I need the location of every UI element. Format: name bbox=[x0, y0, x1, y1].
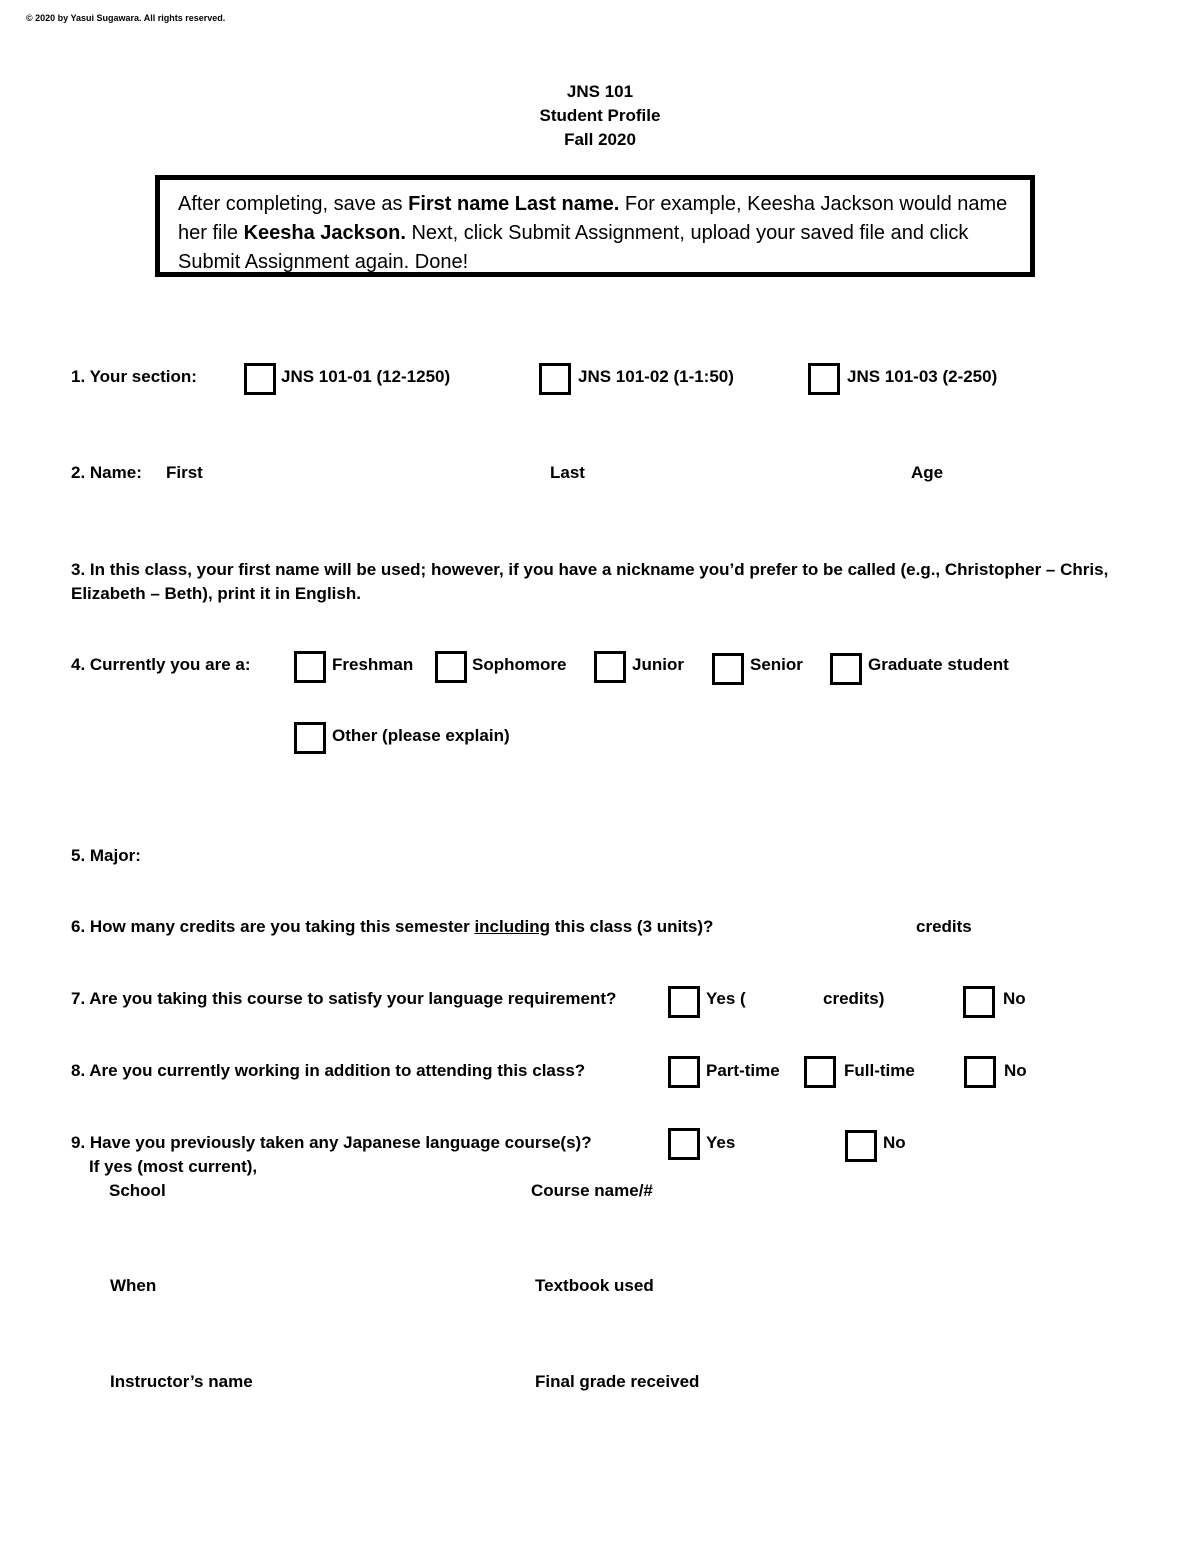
q9-label: 9. Have you previously taken any Japanese language course(s)? bbox=[71, 1133, 592, 1152]
instructions-text-3: Next, click Submit Assignment, upload your saved file and click Submit Assignment again. Done! bbox=[178, 222, 969, 273]
q6-text-underlined: including bbox=[474, 917, 550, 936]
q6-text-post: this class (3 units)? bbox=[549, 917, 714, 936]
instructions-text-1: After completing, save as bbox=[178, 193, 409, 215]
when-label: When bbox=[110, 1276, 157, 1295]
senior-label: Senior bbox=[750, 655, 803, 674]
section-03-checkbox[interactable] bbox=[808, 363, 840, 395]
section-03-label: JNS 101-03 (2-250) bbox=[847, 367, 998, 386]
instructions-bold-1: First name Last name. bbox=[408, 193, 620, 215]
part-time-checkbox[interactable] bbox=[668, 1056, 700, 1088]
q4-label: 4. Currently you are a: bbox=[71, 655, 251, 674]
if-yes-label: If yes (most current), bbox=[89, 1157, 258, 1176]
first-name-label: First bbox=[166, 463, 203, 482]
q6-credits-label: credits bbox=[916, 917, 972, 936]
language-req-credits-label: credits) bbox=[823, 989, 885, 1008]
sophomore-label: Sophomore bbox=[472, 655, 567, 674]
age-label: Age bbox=[911, 463, 944, 482]
graduate-student-checkbox[interactable] bbox=[830, 653, 862, 685]
sophomore-checkbox[interactable] bbox=[435, 651, 467, 683]
q3-label: 3. In this class, your first name will be used; however, if you have a nickname you’d prefer to be called (e.g., Christopher – Chris, Elizabeth – Beth), print it in English. bbox=[71, 560, 1109, 603]
freshman-checkbox[interactable] bbox=[294, 651, 326, 683]
q1-label: 1. Your section: bbox=[71, 367, 197, 386]
graduate-student-label: Graduate student bbox=[868, 655, 1009, 674]
senior-checkbox[interactable] bbox=[712, 653, 744, 685]
section-02-checkbox[interactable] bbox=[539, 363, 571, 395]
prior-japanese-yes-checkbox[interactable] bbox=[668, 1128, 700, 1160]
last-name-label: Last bbox=[550, 463, 585, 482]
instructions-text-2: For example, Keesha Jackson would name her file bbox=[178, 193, 1008, 244]
language-req-yes-checkbox[interactable] bbox=[668, 986, 700, 1018]
course-code: JNS 101 bbox=[566, 82, 634, 101]
full-time-checkbox[interactable] bbox=[804, 1056, 836, 1088]
course-name-label: Course name/# bbox=[531, 1181, 653, 1200]
language-req-no-checkbox[interactable] bbox=[963, 986, 995, 1018]
not-working-checkbox[interactable] bbox=[964, 1056, 996, 1088]
freshman-label: Freshman bbox=[332, 655, 414, 674]
term: Fall 2020 bbox=[564, 130, 636, 149]
textbook-label: Textbook used bbox=[535, 1276, 654, 1295]
copyright-notice: © 2020 by Yasui Sugawara. All rights reserved. bbox=[26, 13, 226, 23]
other-label: Other (please explain) bbox=[332, 726, 510, 745]
q6-text-pre: 6. How many credits are you taking this semester bbox=[71, 917, 475, 936]
language-req-no-label: No bbox=[1003, 989, 1026, 1008]
junior-checkbox[interactable] bbox=[594, 651, 626, 683]
part-time-label: Part-time bbox=[706, 1061, 780, 1080]
prior-japanese-no-checkbox[interactable] bbox=[845, 1130, 877, 1162]
school-label: School bbox=[109, 1181, 166, 1200]
prior-japanese-no-label: No bbox=[883, 1133, 906, 1152]
language-req-yes-label: Yes ( bbox=[706, 989, 746, 1008]
page-header bbox=[0, 80, 1200, 152]
instructions-box bbox=[155, 175, 1035, 277]
section-02-label: JNS 101-02 (1-1:50) bbox=[578, 367, 734, 386]
final-grade-label: Final grade received bbox=[535, 1372, 700, 1391]
prior-japanese-yes-label: Yes bbox=[706, 1133, 736, 1152]
junior-label: Junior bbox=[632, 655, 684, 674]
instructions-bold-2: Keesha Jackson. bbox=[243, 222, 406, 244]
q2-label: 2. Name: bbox=[71, 463, 142, 482]
instructor-name-label: Instructor’s name bbox=[110, 1372, 253, 1391]
page-title: Student Profile bbox=[539, 106, 661, 125]
full-time-label: Full-time bbox=[844, 1061, 915, 1080]
section-01-checkbox[interactable] bbox=[244, 363, 276, 395]
q5-label: 5. Major: bbox=[71, 846, 141, 865]
other-checkbox[interactable] bbox=[294, 722, 326, 754]
section-01-label: JNS 101-01 (12-1250) bbox=[281, 367, 451, 386]
q8-label: 8. Are you currently working in addition to attending this class? bbox=[71, 1061, 586, 1080]
not-working-label: No bbox=[1004, 1061, 1027, 1080]
q6-label bbox=[71, 917, 713, 937]
q7-label: 7. Are you taking this course to satisfy your language requirement? bbox=[71, 989, 617, 1008]
